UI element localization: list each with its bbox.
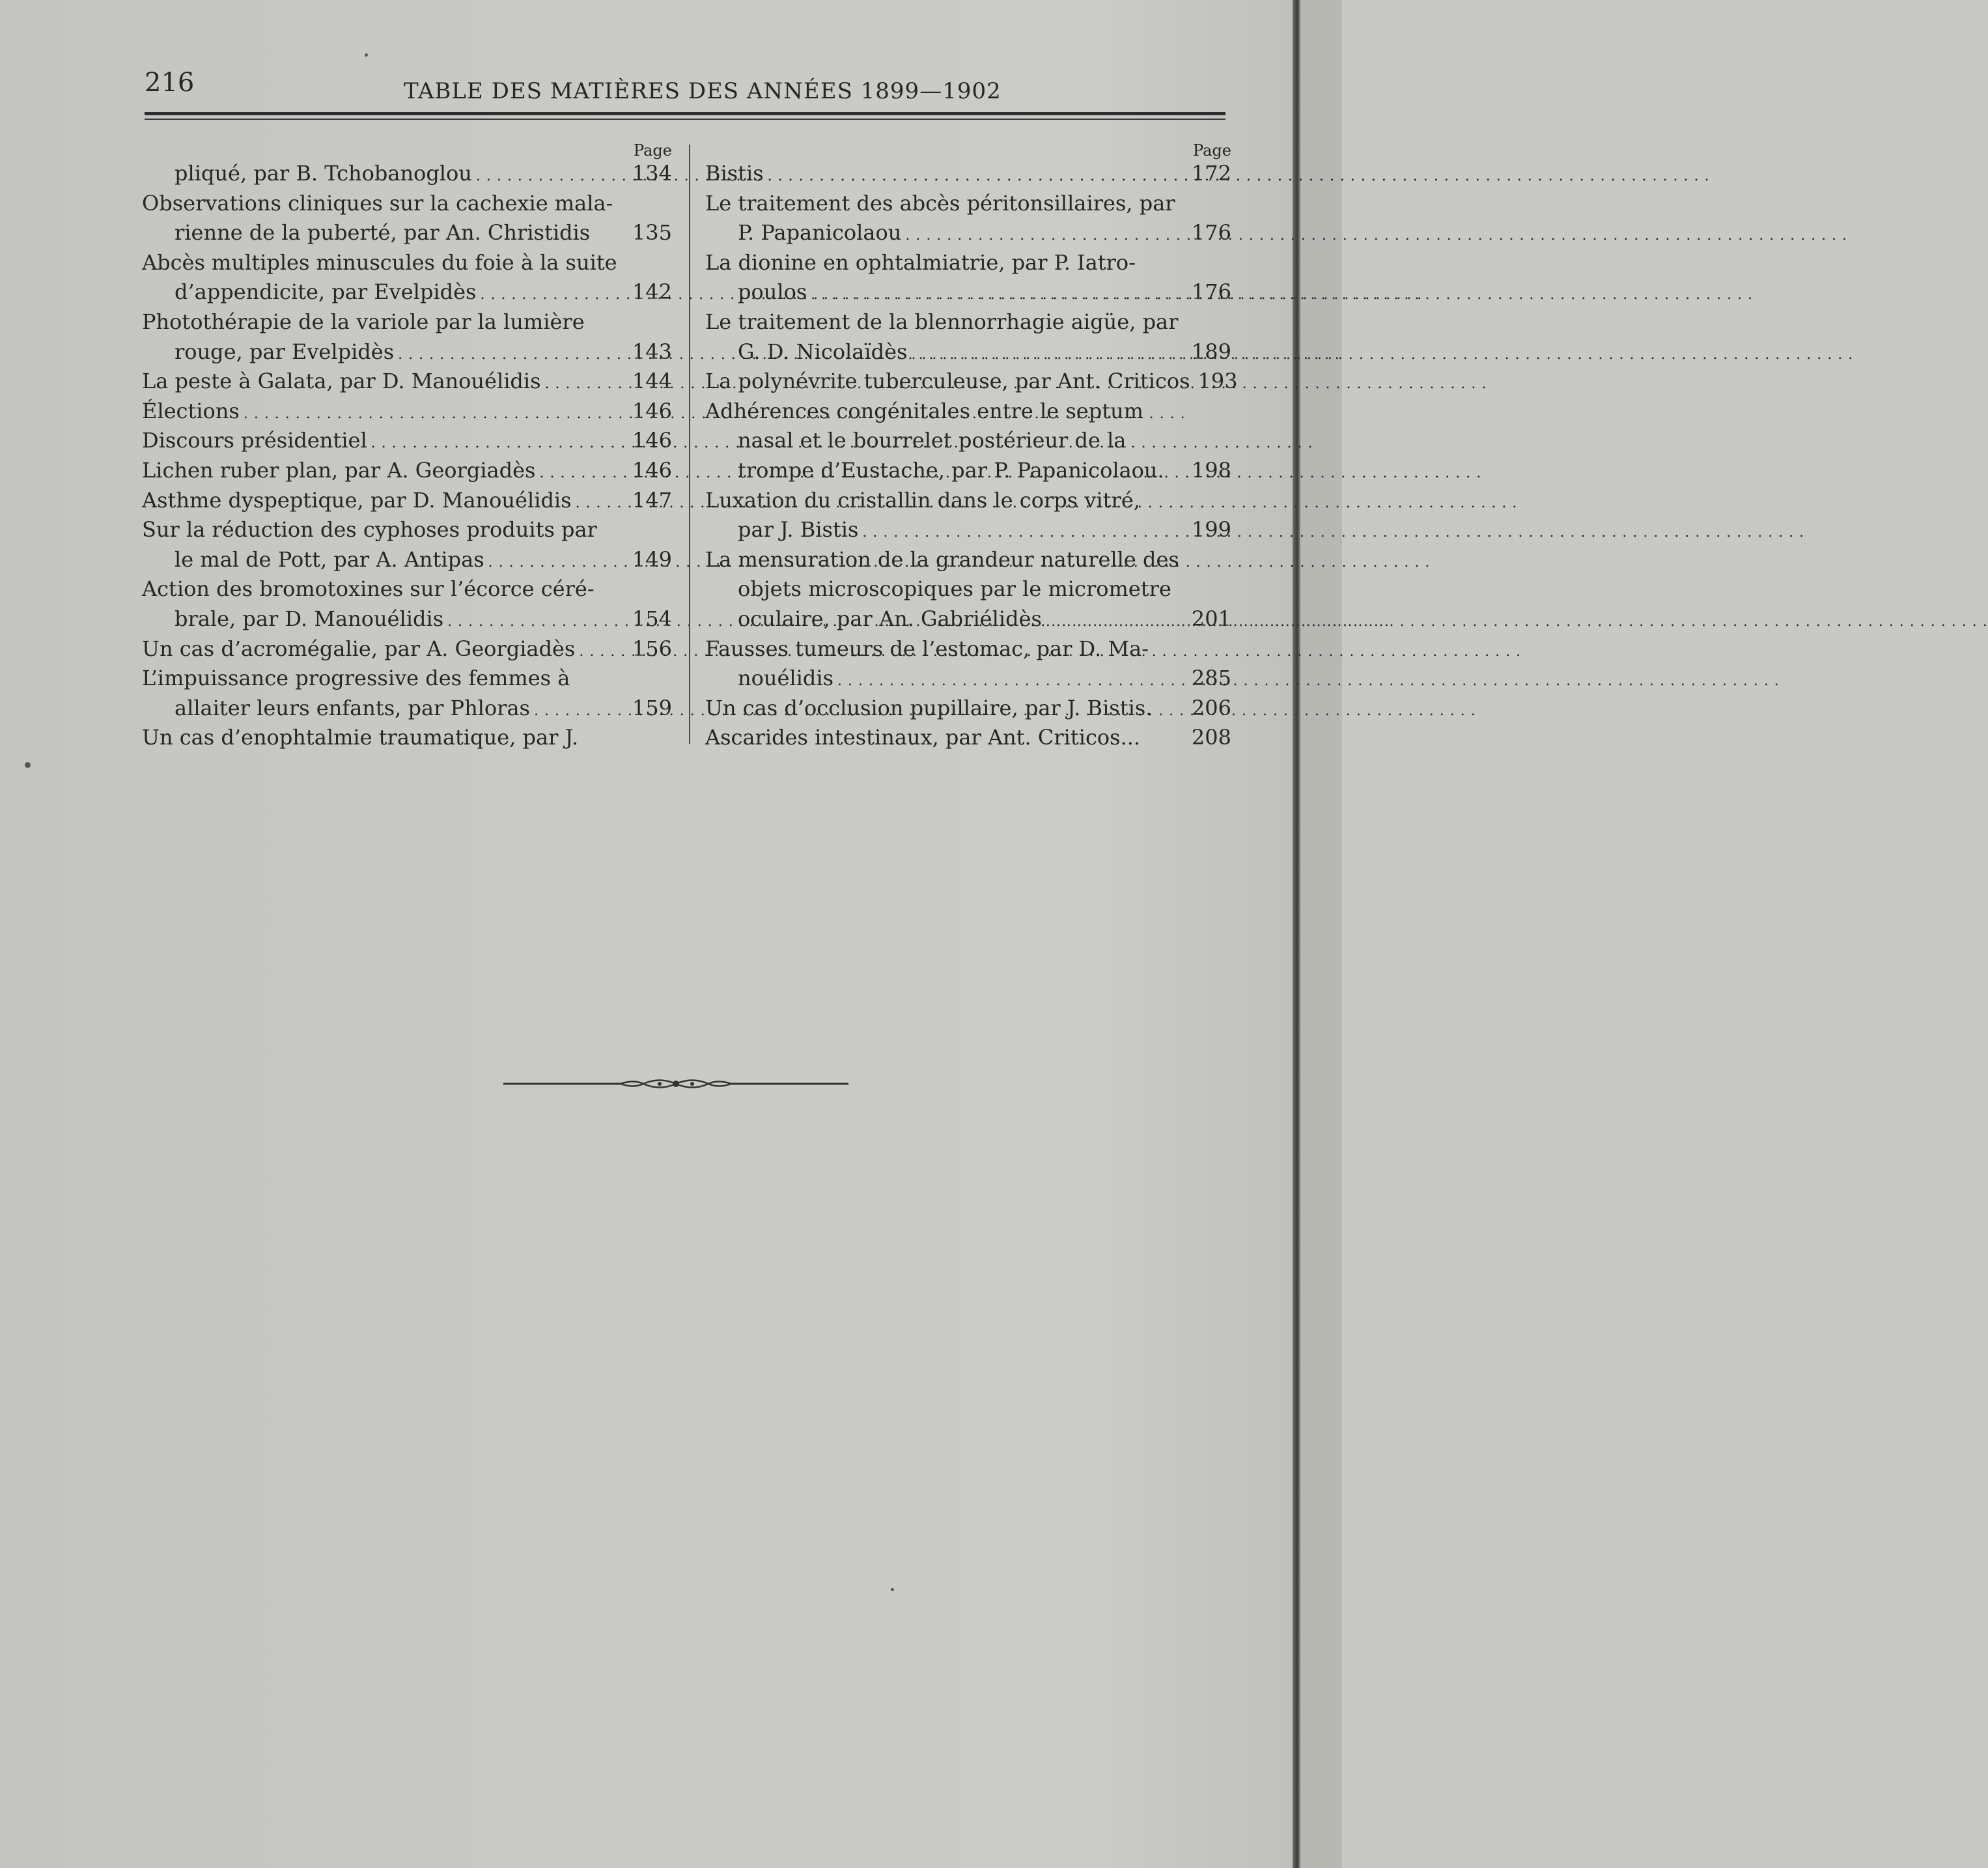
entry-text: le mal de Pott, par A. Antipas [175, 546, 484, 572]
entry-text: La peste à Galata, par D. Manouélidis [142, 369, 541, 394]
entry-text: Lichen ruber plan, par A. Georgiadès [142, 457, 536, 483]
entry-page-number: 172 [1191, 161, 1231, 186]
entry-text: pliqué, par B. Tchobanoglou [175, 161, 472, 186]
toc-entry-line [142, 545, 672, 575]
toc-entry-line [142, 604, 672, 634]
toc-entry [142, 574, 672, 634]
entry-text: Action des bromotoxines sur l’écorce céré- [142, 576, 595, 602]
toc-entry-line [705, 337, 1231, 367]
entry-text: poulos [738, 279, 807, 305]
dot-leader [371, 426, 628, 459]
left-page-label: Page [634, 141, 672, 160]
entry-page-number: 201 [1191, 606, 1231, 631]
entry-text: Bistis [705, 161, 764, 186]
dot-leader [398, 337, 628, 370]
page-number: 216 [145, 68, 195, 98]
dot-leader [244, 397, 628, 429]
entry-text: Fausses tumeurs de l’estomac, par D. Ma- [705, 636, 1149, 661]
scan-margin [1300, 0, 1342, 1868]
toc-entry-line [705, 218, 1231, 248]
toc-entry-line [142, 277, 672, 307]
entry-text: P. Papanicolaou [738, 220, 902, 246]
entry-text: Photothérapie de la variole par la lumière [142, 309, 585, 334]
toc-entry-line [142, 723, 672, 753]
header-rule-thick [145, 112, 1225, 115]
entry-page-number: 198 [1191, 457, 1231, 483]
left-column [142, 142, 672, 753]
entry-text: Un cas d’enophtalmie traumatique, par J. [142, 725, 579, 750]
toc-entry [705, 248, 1231, 307]
entry-page-number: 149 [632, 546, 672, 572]
entry-page-number: 156 [632, 636, 672, 661]
toc-entry-line [142, 218, 672, 248]
toc-entry-line [705, 545, 1231, 575]
toc-entry-line [705, 307, 1231, 337]
dot-leader [488, 545, 628, 578]
page-edge-shadow [1293, 0, 1300, 1868]
entry-text: Asthme dyspeptique, par D. Manouélidis [142, 487, 572, 513]
entry-text: L’impuissance progressive des femmes à [142, 666, 570, 691]
toc-entry [142, 367, 672, 397]
toc-entry [142, 159, 672, 189]
entry-text: Ascarides intestinaux, par Ant. Criticos... [705, 725, 1141, 750]
toc-entry [142, 515, 672, 574]
entry-text: G. D. Nicolaïdès [738, 339, 908, 364]
entry-text: Élections [142, 398, 240, 423]
entry-page-number: 146 [632, 428, 672, 453]
entry-text: d’appendicite, par Evelpidès [175, 279, 477, 305]
toc-entry [705, 723, 1231, 753]
toc-entry-line [142, 248, 672, 278]
entry-page-number: 176 [1191, 220, 1231, 246]
dot-leader [576, 486, 628, 518]
toc-entry-line [142, 189, 672, 219]
running-title: TABLE DES MATIÈRES DES ANNÉES 1899—1902 [404, 78, 1001, 104]
dot-leader [811, 277, 1188, 310]
entry-page-number: 206 [1191, 695, 1231, 720]
dot-leader [862, 515, 1188, 548]
dot-leader [539, 456, 628, 488]
toc-entry-line [142, 486, 672, 516]
dot-leader [579, 634, 628, 667]
entry-page-number: 208 [1191, 725, 1231, 750]
toc-entry-line [705, 159, 1231, 189]
toc-entry-line [142, 694, 672, 724]
toc-entry [705, 367, 1238, 397]
toc-entry-line [705, 456, 1231, 486]
toc-entry-line [705, 426, 1231, 456]
toc-entry-line [142, 337, 672, 367]
toc-entry-line [705, 723, 1231, 753]
entry-page-number: 159 [632, 695, 672, 720]
entry-text: nouélidis [738, 666, 834, 691]
toc-entry-line [705, 574, 1231, 604]
toc-entry-line [142, 664, 672, 694]
entry-text: par J. Bistis [738, 517, 859, 543]
entry-text: trompe d’Eustache, par P. Papanicolaou. [738, 457, 1164, 483]
toc-entry-line [705, 397, 1231, 427]
toc-entry-line [142, 307, 672, 337]
entry-page-number: 154 [632, 606, 672, 631]
entry-page-number: 189 [1191, 339, 1231, 364]
page-header [145, 64, 1225, 103]
toc-entry-line [705, 367, 1238, 397]
entry-text: rienne de la puberté, par An. Christidis [175, 220, 591, 246]
toc-entry-line [142, 456, 672, 486]
dot-leader [447, 604, 628, 637]
toc-entry-line [142, 159, 672, 189]
header-rule-thin [145, 119, 1225, 120]
toc-entry [142, 634, 672, 664]
entry-page-number: 135 [632, 220, 672, 246]
dot-leader [768, 159, 1188, 191]
entry-text: nasal et le bourrelet postérieur de la [738, 428, 1127, 453]
toc-entry [705, 545, 1231, 634]
dot-leader [837, 664, 1188, 696]
toc-entry-line [142, 426, 672, 456]
toc-entry [142, 189, 672, 248]
toc-entry-line [142, 367, 672, 397]
toc-entry [142, 397, 672, 427]
toc-entry [142, 426, 672, 456]
toc-entry [142, 456, 672, 486]
toc-entry-line [705, 634, 1231, 664]
entry-text: Sur la réduction des cyphoses produits par [142, 517, 597, 543]
entry-text: La polynévrite tuberculeuse, par Ant. Criticos [705, 369, 1190, 394]
toc-entry-line [705, 486, 1231, 516]
right-column [705, 141, 1238, 753]
toc-entry-line [705, 664, 1231, 694]
toc-entry [705, 159, 1231, 189]
toc-entry-line [705, 604, 1231, 634]
entry-text: Adhérences congénitales entre le septum [705, 398, 1144, 423]
scan-speck [365, 53, 368, 57]
entry-text: Abcès multiples minuscules du foie à la suite [142, 249, 617, 275]
entry-text: Observations cliniques sur la cachexie mala- [142, 190, 613, 216]
toc-entry-line [705, 189, 1231, 219]
toc-entry-line [705, 248, 1231, 278]
dot-leader [545, 367, 628, 399]
entry-page-number: 142 [632, 279, 672, 305]
scan-speck [891, 1588, 894, 1591]
toc-entry [142, 307, 672, 367]
entry-text: allaiter leurs enfants, par Phloras [175, 695, 530, 720]
dot-leader [911, 337, 1187, 370]
entry-page-number: 147 [632, 487, 672, 513]
dot-leader [480, 277, 628, 310]
entry-page-number: 146 [632, 457, 672, 483]
toc-entry [142, 248, 672, 307]
right-entry-list [705, 159, 1238, 753]
entry-text: oculaire, par An. Gabriélidès [738, 606, 1042, 631]
entry-text: Le traitement des abcès péritonsillaires, par [705, 190, 1175, 216]
scan-speck [25, 762, 31, 768]
toc-entry-line [142, 515, 672, 545]
entry-page-number: 199 [1191, 517, 1231, 543]
entry-text: objets microscopiques par le micrometre [738, 576, 1171, 602]
entry-page-number: 146 [632, 398, 672, 423]
entry-text: La dionine en ophtalmiatrie, par P. Iatro- [705, 249, 1136, 275]
toc-entry [705, 397, 1231, 486]
toc-entry [705, 634, 1231, 694]
toc-entry-line [142, 634, 672, 664]
entry-page-number: 134 [632, 161, 672, 186]
dot-leader [905, 218, 1188, 251]
toc-entry [705, 189, 1231, 248]
entry-page-number: 285 [1191, 666, 1231, 691]
entry-page-number: 193 [1197, 369, 1238, 394]
entry-text: brale, par D. Manouélidis [175, 606, 444, 631]
entry-page-number: 176 [1191, 279, 1231, 305]
toc-entry-line [142, 574, 672, 604]
entry-text: Un cas d’acromégalie, par A. Georgiadès [142, 636, 576, 661]
entry-page-number: 144 [632, 369, 672, 394]
entry-text: Discours présidentiel [142, 428, 367, 453]
entry-text: La mensuration de la grandeur naturelle des [705, 546, 1179, 572]
entry-text: Luxation du cristallin dans le corps vitré, [705, 487, 1140, 513]
toc-entry-line [705, 277, 1231, 307]
dot-leader [1046, 604, 1188, 637]
toc-entry [705, 307, 1231, 367]
ornament-divider [503, 1074, 848, 1094]
column-divider [689, 145, 690, 744]
toc-entry-line [142, 397, 672, 427]
toc-entry-line [705, 694, 1231, 724]
right-page-label: Page [1193, 141, 1231, 160]
entry-text: Un cas d’occlusion pupillaire, par J. Bistis. [705, 695, 1153, 720]
toc-entry [142, 664, 672, 723]
toc-entry-line [705, 515, 1231, 545]
dot-leader [476, 159, 628, 191]
dot-leader [534, 694, 628, 726]
entry-text: rouge, par Evelpidès [175, 339, 395, 364]
left-entry-list [142, 159, 672, 753]
toc-entry [705, 486, 1231, 545]
entry-text: Le traitement de la blennorrhagie aigüe, par [705, 309, 1179, 334]
toc-entry [142, 486, 672, 516]
entry-page-number: 143 [632, 339, 672, 364]
toc-entry [142, 723, 672, 753]
toc-entry [705, 694, 1231, 724]
